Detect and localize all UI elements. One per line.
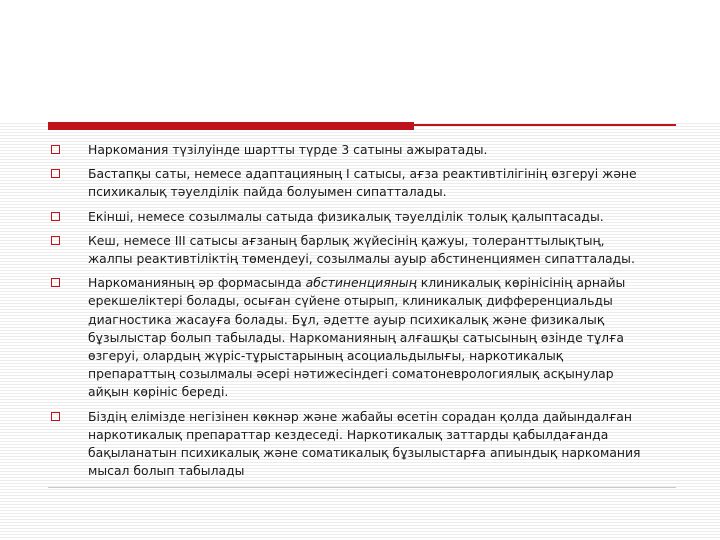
hollow-square-icon bbox=[51, 278, 60, 287]
bullet-text: Біздің елімізде негізінен көкнәр және жабайы өсетін сорадан қолда дайындалған наркотикалық препараттар кездеседі. Наркотикалық заттарды қабылдағанда бақыланатын психикалық және соматикалық бұзылыстарға апиындық наркомания мысал болып табылады bbox=[88, 408, 641, 479]
hollow-square-icon bbox=[51, 212, 60, 221]
bullet-text-start: Наркоманияның әр формасында bbox=[88, 275, 306, 291]
bullet-item bbox=[46, 165, 646, 201]
accent-line bbox=[414, 124, 676, 126]
hollow-square-icon bbox=[51, 169, 60, 178]
bullet-item bbox=[46, 274, 646, 401]
bottom-divider bbox=[48, 487, 676, 488]
bullet-list bbox=[46, 141, 646, 486]
hollow-square-icon bbox=[51, 412, 60, 421]
hollow-square-icon bbox=[51, 236, 60, 245]
bullet-text: Бастапқы саты, немесе адаптацияның І сатысы, ағза реактивтілігінің өзгеруі және психикалық тәуелділік пайда болуымен сипатталады. bbox=[88, 166, 637, 200]
accent-bar bbox=[48, 122, 414, 130]
hollow-square-icon bbox=[51, 145, 60, 154]
bullet-text: Кеш, немесе ІІІ сатысы ағзаның барлық жүйесінің қажуы, толеранттылықтың, жалпы реактивтіліктің төмендеуі, созылмалы ауыр абстиненциямен сипатталады. bbox=[88, 232, 635, 267]
bullet-text bbox=[88, 275, 625, 399]
bullet-item bbox=[46, 141, 646, 159]
title-area bbox=[0, 0, 720, 122]
bullet-item bbox=[46, 232, 646, 268]
bullet-text-end: клиникалық көрінісінің арнайы ерекшеліктері болады, осыған сүйене отырып, клиникалық дифференциальды диагностика жасауға болады. Бұл, әдетте ауыр психикалық және физикалық бұзылыстар болып табылады. Наркоманияның алғашқы сатысының өзінде тұлға өзгеруі, олардың жүріс-тұрыстарының асоциальдылығы, наркотикалық препараттың созылмалы әсері нәтижесіндегі соматоневрологиялық асқынулар айқын көрініс береді. bbox=[88, 275, 626, 400]
bullet-text: Екінші, немесе созылмалы сатыда физикалық тәуелділік толық қалыптасады. bbox=[88, 208, 604, 224]
bullet-text-italic: абстиненцияның bbox=[305, 275, 417, 291]
bullet-item bbox=[46, 208, 646, 226]
bullet-item bbox=[46, 408, 646, 481]
bullet-text: Наркомания түзілуінде шартты түрде 3 сатыны ажыратады. bbox=[88, 142, 488, 157]
